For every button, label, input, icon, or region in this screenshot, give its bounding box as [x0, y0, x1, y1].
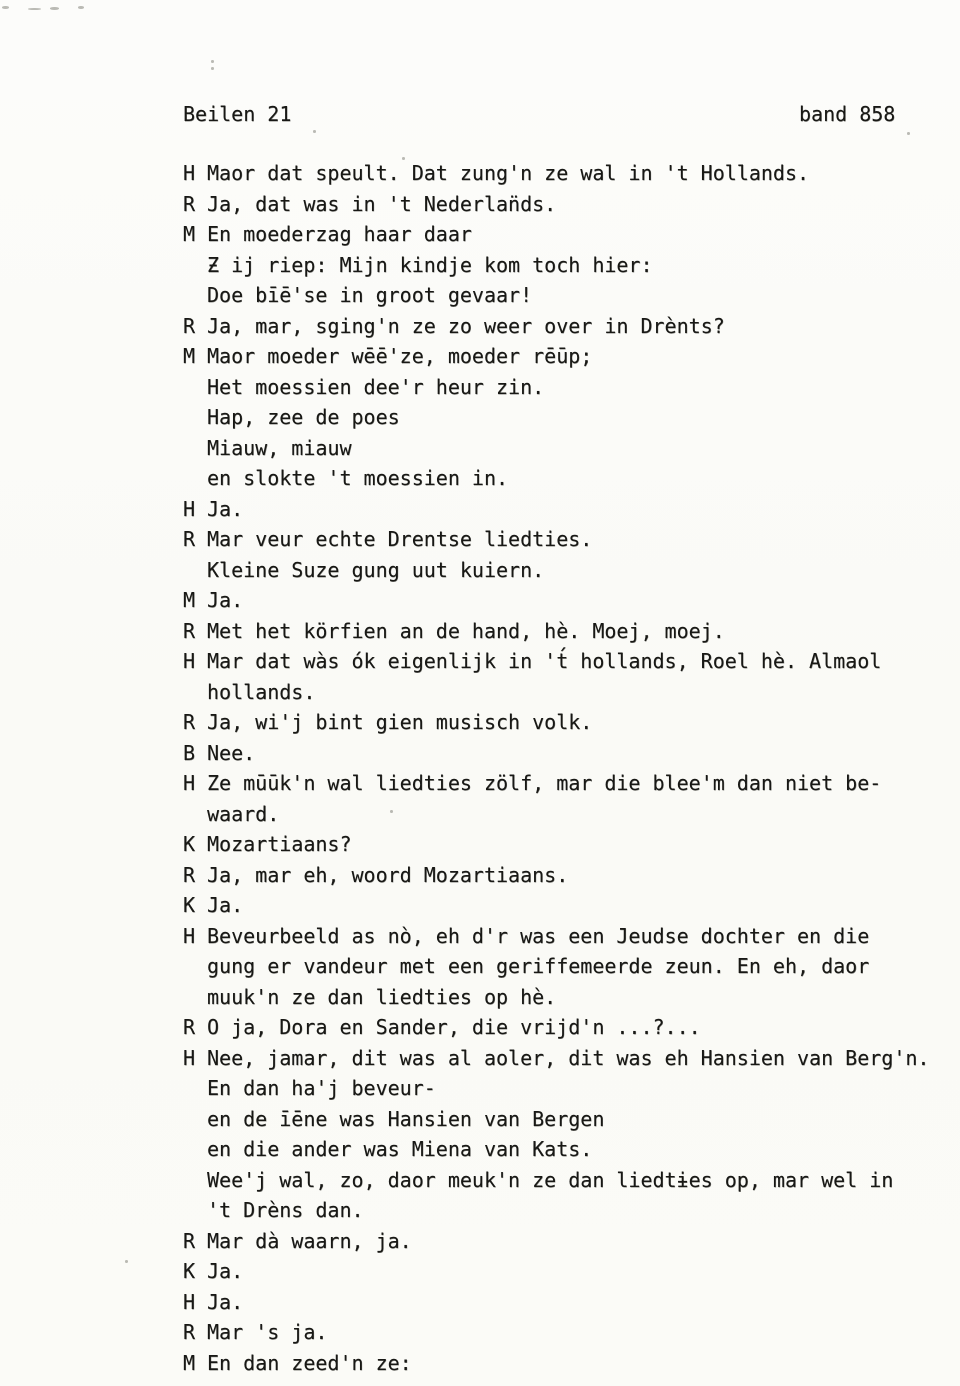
speaker-label: M [183, 222, 196, 246]
line-text: Wee'j wal, zo, daor meuk'n ze dan liedtɨes op, mar wel in [207, 1167, 894, 1192]
line-text: Mar dà waarn, ja. [207, 1228, 412, 1253]
speaker-label: H [183, 1045, 196, 1070]
transcript-line [183, 799, 929, 830]
line-text: Mar 's ja. [207, 1320, 328, 1344]
line-text: Ja, wi'j bint gien musisch volk. [207, 710, 593, 734]
line-text: Mar veur echte Drentse liedties. [207, 527, 593, 551]
line-text: hollands. [207, 679, 316, 704]
line-text: Nee, jamar, dit was al aoler, dit was eh Hansien van Berg'n. [207, 1045, 930, 1070]
line-text: Nee. [207, 740, 256, 765]
line-text: en de īēne was Hansien van Bergen [207, 1106, 605, 1131]
scan-speck [2, 6, 9, 9]
speaker-label: R [183, 313, 196, 338]
transcript-line [183, 433, 929, 464]
speaker-label: M [183, 588, 196, 612]
speaker-label: H [183, 1289, 196, 1314]
scan-speck [313, 130, 316, 133]
transcript-line [183, 189, 929, 220]
speaker-label: K [183, 1259, 196, 1283]
transcript-line [183, 1165, 929, 1196]
speaker-label: R [183, 1320, 196, 1344]
transcript [183, 158, 929, 1378]
transcript-line [183, 1287, 929, 1318]
line-text: Ja. [207, 496, 244, 521]
transcript-line [183, 768, 929, 799]
transcript-line [183, 1195, 929, 1226]
line-text: Doe bīē'se in groot gevaar! [207, 283, 533, 307]
speaker-label: R [183, 618, 196, 643]
scan-speck [78, 6, 84, 9]
transcript-line [183, 829, 929, 860]
transcript-line [183, 1134, 929, 1165]
speaker-label: H [183, 161, 196, 185]
speaker-label: M [183, 344, 196, 368]
tape-band-label: band 858 [799, 102, 896, 126]
transcript-line [183, 860, 929, 891]
line-text: Maor dat speult. Dat zung'n ze wal in 't Hollands. [207, 161, 810, 185]
speaker-label: R [183, 710, 196, 734]
transcript-line [183, 616, 929, 647]
line-text: Met het körfien an de hand, hè. Moej, moej. [207, 618, 725, 643]
scan-speck [125, 1260, 128, 1263]
line-text: Ja. [207, 588, 244, 612]
transcript-line [183, 524, 929, 555]
transcript-line [183, 982, 929, 1013]
transcript-line [183, 890, 929, 921]
line-text: Maor moeder wēē'ze, moeder rēūp; [207, 344, 593, 368]
line-text: Ƶ ij riep: Mijn kindje kom toch hier: [207, 252, 653, 277]
line-text: Miauw, miauw [207, 435, 352, 460]
transcript-line [183, 646, 929, 677]
line-text: en die ander was Miena van Kats. [207, 1137, 593, 1161]
line-text: waard. [207, 801, 280, 826]
line-text: gung er vandeur met een geriffemeerde zeun. En eh, daor [207, 954, 870, 978]
transcript-line [183, 341, 929, 372]
page-title: Beilen 21 [183, 102, 292, 126]
line-text: Kleine Suze gung uut kuiern. [207, 557, 545, 582]
line-text: Ja, mar, sging'n ze zo weer over in Drènts? [207, 313, 725, 338]
transcript-line [183, 1348, 929, 1379]
transcript-line [183, 555, 929, 586]
transcript-line [183, 1073, 929, 1104]
scan-speck [50, 7, 59, 10]
transcript-line [183, 951, 929, 982]
transcript-line [183, 1317, 929, 1348]
speaker-label: R [183, 1015, 196, 1039]
transcript-line [183, 1226, 929, 1257]
line-text: en slokte 't moessien in. [207, 466, 509, 490]
speaker-label: B [183, 740, 196, 765]
line-text: Ja, dat was in 't Nederlan̈ds. [207, 191, 557, 216]
line-text: Beveurbeeld as nò, eh d'r was een Jeudse dochter en die [207, 923, 870, 948]
line-text: Mozartiaans? [207, 832, 352, 856]
speaker-label: R [183, 527, 196, 551]
line-text: Ja. [207, 893, 244, 917]
line-text: O ja, Dora en Sander, die vrijd'n ...?... [207, 1015, 701, 1039]
line-text: Het moessien dee'r heur zin. [207, 374, 545, 399]
transcript-line [183, 158, 929, 189]
transcript-line [183, 250, 929, 281]
transcript-line [183, 280, 929, 311]
transcript-line [183, 219, 929, 250]
speaker-label: H [183, 923, 196, 948]
line-text: Mar dat wàs ók eigenlijk in 't́ hollands, Roel hè. Almaol [207, 649, 882, 673]
line-text: Ze mūūk'n wal liedties zölf, mar die blee'm dan niet be- [207, 771, 882, 795]
transcript-line [183, 463, 929, 494]
line-text: Hap, zee de poes [207, 405, 400, 429]
speaker-label: R [183, 1228, 196, 1253]
line-text: Ja. [207, 1259, 244, 1283]
scan-speck [28, 8, 41, 10]
speaker-label: M [183, 1350, 196, 1375]
line-text: muuk'n ze dan liedties op hè. [207, 984, 557, 1009]
scan-speck [211, 60, 214, 63]
transcript-line [183, 402, 929, 433]
speaker-label: R [183, 191, 196, 216]
speaker-label: H [183, 649, 196, 673]
transcript-line [183, 677, 929, 708]
transcript-line [183, 1256, 929, 1287]
transcript-line [183, 1104, 929, 1135]
speaker-label: K [183, 832, 196, 856]
line-text: En moederzag haar daar [207, 222, 472, 246]
speaker-label: K [183, 893, 196, 917]
transcript-line [183, 311, 929, 342]
transcript-line [183, 738, 929, 769]
transcript-line [183, 494, 929, 525]
transcript-line [183, 1043, 929, 1074]
scan-speck [211, 67, 214, 70]
line-text: 't Drèns dan. [207, 1198, 364, 1222]
line-text: Ja. [207, 1289, 244, 1314]
transcript-line [183, 707, 929, 738]
transcript-line [183, 585, 929, 616]
speaker-label: H [183, 771, 196, 795]
transcript-line [183, 921, 929, 952]
line-text: En dan zeed'n ze: [207, 1350, 412, 1375]
scan-speck [907, 132, 910, 135]
line-text: En dan ha'j beveur- [207, 1076, 436, 1100]
speaker-label: R [183, 862, 196, 887]
speaker-label: H [183, 496, 196, 521]
transcript-line [183, 372, 929, 403]
line-text: Ja, mar eh, woord Mozartiaans. [207, 862, 569, 887]
transcript-line [183, 1012, 929, 1043]
